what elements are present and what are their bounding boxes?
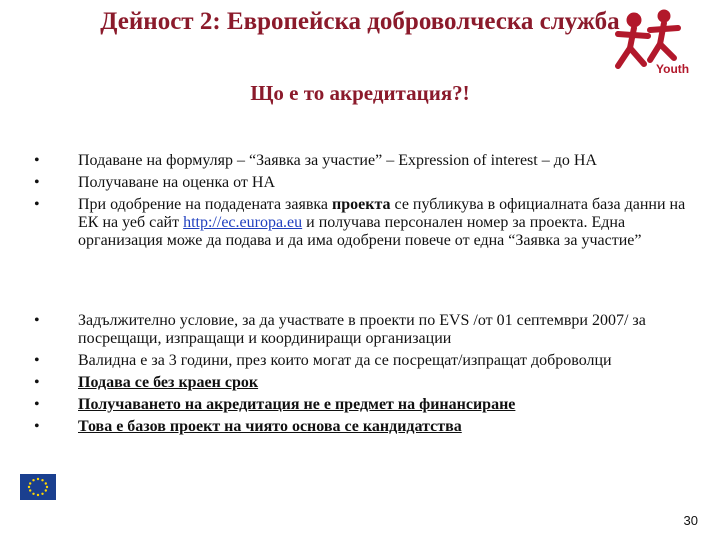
eu-flag-icon: [20, 474, 56, 500]
bullet-icon: •: [34, 418, 40, 435]
bullet-icon: •: [34, 352, 40, 369]
bullet-text: Задължително условие, за да участвате в проекти по EVS /от 01 септември 2007/ за посрещащи, изпращащи и координиращи организации: [78, 312, 646, 347]
ec-europa-link[interactable]: http://ec.europa.eu: [183, 214, 303, 231]
bullet-item: [30, 352, 690, 370]
bullet-icon: •: [34, 152, 40, 169]
youth-logo-icon: [604, 8, 716, 92]
bullet-icon: •: [34, 312, 40, 329]
bullet-icon: •: [34, 196, 40, 213]
bullet-item: [30, 312, 690, 348]
bullet-text: Подава се без краен срок: [78, 374, 259, 391]
logo-label: Youth: [656, 62, 690, 76]
bullet-icon: •: [34, 396, 40, 413]
slide-title: Дейност 2: Европейска доброволческа служба: [100, 8, 620, 35]
bullet-bold-word: проекта: [332, 196, 391, 213]
bullet-item: [30, 174, 690, 192]
bullet-list-conditions: [30, 312, 690, 440]
bullet-icon: •: [34, 374, 40, 391]
bullet-item: [30, 196, 690, 250]
bullet-text-part: се публикува в официалната база данни на ЕК на уеб сайт: [78, 196, 686, 231]
bullet-item: [30, 418, 690, 436]
bullet-text-part: При одобрение на подадената заявка: [78, 196, 333, 213]
bullet-item: [30, 374, 690, 392]
bullet-item: [30, 152, 690, 170]
bullet-text: Това е базов проект на чиято основа се кандидатства: [78, 418, 462, 435]
bullet-item: [30, 396, 690, 414]
bullet-text: Подаване на формуляр – “Заявка за участие” – Expression of interest – до НА: [78, 152, 597, 169]
bullet-text: Получаване на оценка от НА: [78, 174, 275, 191]
bullet-text: Валидна е за 3 години, през които могат да се посрещат/изпращат доброволци: [78, 352, 612, 369]
bullet-text: Получаването на акредитация не е предмет на финансиране: [78, 396, 516, 413]
slide-subtitle: Що е то акредитация?!: [250, 81, 470, 105]
bullet-list-process: [30, 152, 690, 254]
page-number: 30: [683, 513, 698, 528]
bullet-text-part: и получава персонален номер за проекта. Една организация може да подава и да има одобрени повече от една “Заявка за участие”: [78, 214, 642, 249]
bullet-icon: •: [34, 174, 40, 191]
